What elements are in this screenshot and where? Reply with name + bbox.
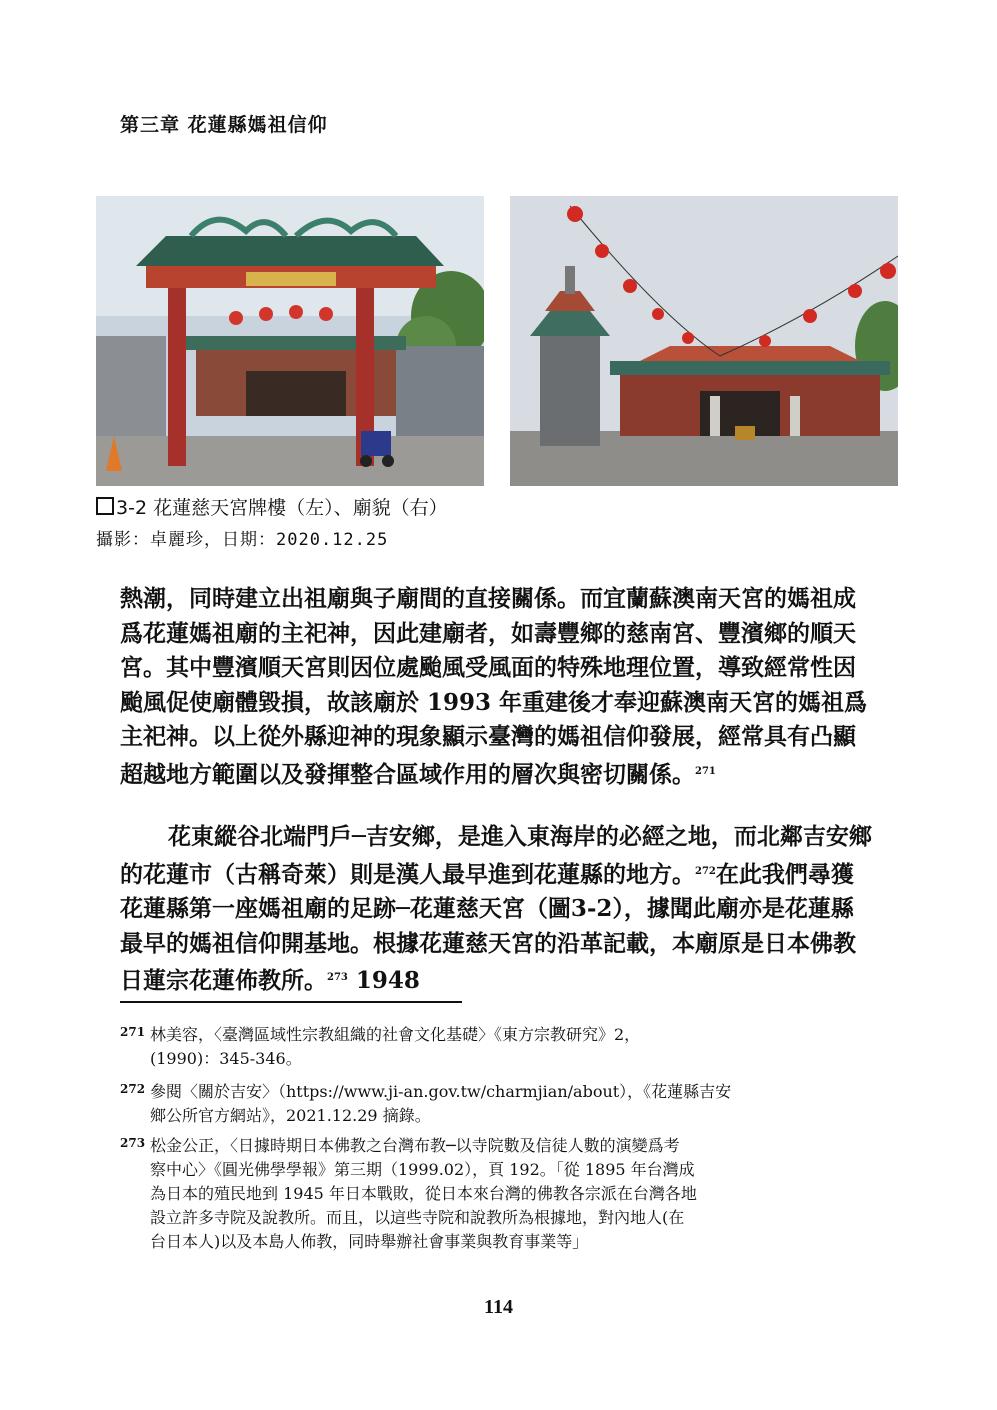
footnote-ref-273: 273: [327, 972, 348, 984]
chapter-header: 第三章 花蓮縣媽祖信仰: [120, 114, 328, 136]
page-number: 114: [484, 1296, 513, 1318]
temple-gate-photo: [96, 196, 484, 486]
footnote-line: 參閱〈關於吉安〉（https://www.ji-an.gov.tw/charmjian/about），《花蓮縣吉安: [150, 1082, 732, 1101]
body-paragraph-1: [120, 582, 875, 793]
figure-label: 3-2: [116, 497, 148, 519]
footnote-line: 為日本的殖民地到 1945 年日本戰敗，從日本來台灣的佛教各宗派在台灣各地: [150, 1184, 697, 1203]
footnote-line: 察中心〉《圓光佛學學報》第三期（1999.02），頁 192。「從 1895 年台灣成: [150, 1160, 695, 1179]
paragraph-1-text: 熱潮，同時建立出祖廟與子廟間的直接關係。而宜蘭蘇澳南天宮的媽祖成爲花蓮媽祖廟的主祀神，因此建廟者，如壽豐鄉的慈南宮、豐濱鄉的順天宮。其中豐濱順天宮則因位處颱風受風面的特殊地理位置，導致經常性因颱風促使廟體毀損，故該廟於 1993 年重建後才奉迎蘇澳南天宮的媽祖爲主祀神。以上從外縣迎神的現象顯示臺灣的媽祖信仰發展，經常具有凸顯超越地方範圍以及發揮整合區域作用的層次與密切關係。: [120, 585, 868, 788]
paragraph-2-text-c: 1948: [347, 967, 420, 995]
body-paragraph-2: [120, 820, 875, 999]
footnote-number: 272: [120, 1082, 146, 1096]
footnote-line: 設立許多寺院及說教所。而且，以這些寺院和說教所為根據地，對內地人(在: [150, 1208, 685, 1227]
figure-caption-text: 花蓮慈天宮牌樓（左）、廟貌（右）: [153, 497, 448, 519]
footnote-273: [120, 1131, 880, 1254]
figure-mark: [96, 497, 114, 515]
footnote-ref-272: 272: [695, 865, 716, 877]
footnote-line: 鄉公所官方網站》，2021.12.29 摘錄。: [150, 1106, 431, 1125]
footnote-line: 台日本人)以及本島人佈教，同時舉辦社會事業與教育事業等」: [150, 1232, 589, 1251]
footnote-271: [120, 1020, 880, 1071]
footnote-line: 林美容，〈臺灣區域性宗教組織的社會文化基礎〉《東方宗教研究》2，: [150, 1025, 641, 1044]
figure-caption: [96, 493, 448, 520]
footnote-divider: [120, 1001, 462, 1003]
paragraph-2-text-a: 花東縱谷北端門戶─吉安鄉，是進入東海岸的必經之地，而北鄰吉安鄉的花蓮市（古稱奇萊）則是漢人最早進到花蓮縣的地方。: [120, 823, 872, 888]
temple-facade-photo: [510, 196, 898, 486]
footnote-line: (1990)：345-346。: [150, 1049, 302, 1068]
footnote-number: 273: [120, 1136, 146, 1150]
paragraph-2-text-b: 在此我們尋獲花蓮縣第一座媽祖廟的足跡─花蓮慈天宮（圖3-2），據聞此廟亦是花蓮縣最早的媽祖信仰開基地。根據花蓮慈天宮的沿革記載，本廟原是日本佛教日蓮宗花蓮佈教所。: [120, 860, 856, 995]
photo-credit: 攝影：卓麗珍，日期：2020.12.25: [96, 530, 389, 550]
footnote-272: [120, 1077, 880, 1128]
footnote-ref-271: 271: [695, 765, 716, 777]
footnote-number: 271: [120, 1025, 146, 1039]
footnote-line: 松金公正，〈日據時期日本佛教之台灣布教─以寺院數及信徒人數的演變爲考: [150, 1136, 680, 1155]
